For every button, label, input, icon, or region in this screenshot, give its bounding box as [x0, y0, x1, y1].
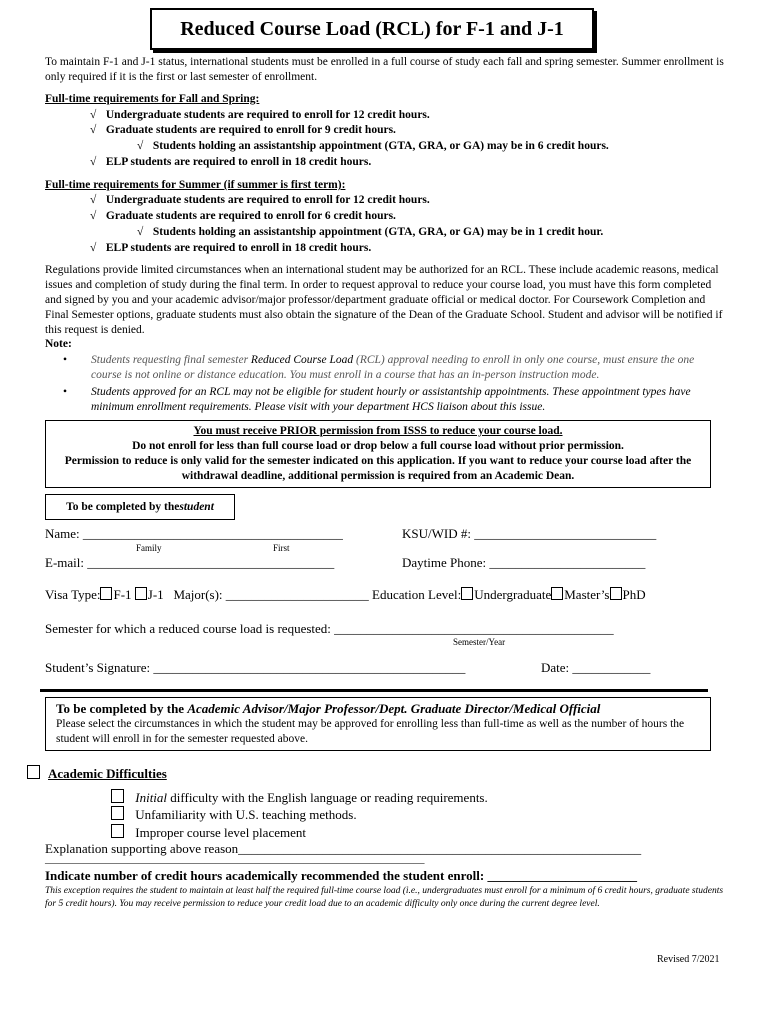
summer-heading: Full-time requirements for Summer (if summer is first term): [45, 179, 346, 191]
summer-item: √ ELP students are required to enroll in 18 credit hours. [90, 242, 372, 254]
academic-difficulties-heading: Academic Difficulties [48, 766, 167, 781]
fall-spring-item: √ Undergraduate students are required to enroll for 12 credit hours. [90, 109, 430, 121]
family-label: Family [136, 543, 162, 553]
advisor-instructions: Please select the circumstances in which the student may be approved for enrolling less than full-time as well as the number of hours the student will enroll in for the semester requested above. [56, 718, 685, 745]
check-icon: √ [137, 140, 144, 152]
summer-item: √ Graduate students are required to enroll for 6 credit hours. [90, 210, 396, 222]
fall-spring-item: √ Students holding an assistantship appointment (GTA, GRA, or GA) may be in 6 credit hours. [137, 140, 609, 152]
academic-difficulties-checkbox[interactable] [27, 765, 40, 779]
visa-j1-checkbox[interactable] [135, 587, 147, 600]
visa-row: Visa Type: F-1 J-1 Major(s): ______________________ Education Level: Undergraduate Master’s PhD [45, 587, 646, 602]
academic-option: Improper course level placement [111, 824, 306, 841]
first-label: First [273, 543, 290, 553]
date-field[interactable]: Date: ____________ [541, 660, 651, 675]
semester-year-label: Semester/Year [453, 637, 506, 647]
explanation-line[interactable]: _____________________________________________________________________ [45, 853, 425, 865]
email-field[interactable]: E-mail: ______________________________________ [45, 555, 335, 570]
student-section-heading: To be completed by the student [45, 494, 235, 520]
option-checkbox[interactable] [111, 789, 124, 803]
bullet-icon: • [63, 354, 68, 366]
advisor-section [45, 697, 711, 751]
note-item: Students requesting final semester Reduced Course Load (RCL) approval needing to enroll in only one course, must ensure the one course is not online or distance education. You must enroll in a course that has an in-person instruction mode. [91, 354, 695, 381]
bullet-icon: • [63, 386, 68, 398]
intro-paragraph: To maintain F-1 and J-1 status, international students must be enrolled in a full course of study each fall and spring semester. Summer enrollment is only required if it is the first or last semester of enrollment. [45, 56, 724, 83]
edu-phd-checkbox[interactable] [610, 587, 622, 600]
check-icon: √ [90, 210, 97, 222]
semester-field[interactable]: Semester for which a reduced course load is requested: ___________________________________________ [45, 621, 614, 636]
visa-f1-checkbox[interactable] [100, 587, 112, 600]
permission-line: You must receive PRIOR permission from ISSS to reduce your course load. [193, 425, 563, 437]
exception-text: This exception requires the student to maintain at least half the required full-time course load (i.e., undergraduates must enroll for a minimum of 6 credit hours, graduate students for 5 credit hours). You may receive permission to reduce your credit load due to an academic difficulty only once during the current degree level. [45, 886, 724, 909]
summer-item: √ Undergraduate students are required to enroll for 12 credit hours. [90, 194, 430, 206]
check-icon: √ [90, 156, 97, 168]
section-divider [40, 689, 708, 692]
option-checkbox[interactable] [111, 824, 124, 838]
edu-masters-checkbox[interactable] [551, 587, 563, 600]
advisor-heading: To be completed by the Academic Advisor/Major Professor/Dept. Graduate Director/Medical Official [56, 701, 601, 716]
name-field[interactable]: Name: ________________________________________ [45, 526, 343, 541]
check-icon: √ [90, 124, 97, 136]
permission-box [45, 420, 711, 488]
credit-hours-field[interactable]: Indicate number of credit hours academically recommended the student enroll: _______________________ [45, 868, 637, 883]
page-title [150, 8, 594, 50]
summer-item: √ Students holding an assistantship appointment (GTA, GRA, or GA) may be in 1 credit hour. [137, 226, 604, 238]
ksu-wid-field[interactable]: KSU/WID #: ____________________________ [402, 526, 657, 541]
majors-field[interactable]: Major(s): ______________________ [173, 587, 369, 602]
edu-undergraduate-checkbox[interactable] [461, 587, 473, 600]
academic-option: Initial difficulty with the English language or reading requirements. [111, 789, 488, 806]
academic-option: Unfamiliarity with U.S. teaching methods. [111, 806, 357, 823]
explanation-field[interactable]: Explanation supporting above reason______________________________________________________________ [45, 841, 642, 856]
fall-spring-item: √ Graduate students are required to enroll for 9 credit hours. [90, 124, 396, 136]
student-signature-field[interactable]: Student’s Signature: ________________________________________________ [45, 660, 466, 675]
title-text: Reduced Course Load (RCL) for F-1 and J-1 [180, 17, 564, 40]
academic-difficulties-row [27, 765, 167, 783]
permission-line: Permission to reduce is only valid for the semester indicated on this application. If you want to reduce your course load after the withdrawal deadline, additional permission is required from an Academic Dean. [64, 455, 692, 482]
note-item: Students approved for an RCL may not be eligible for student hourly or assistantship appointments. These appointment types have minimum enrollment requirements. Please visit with your department HCS liaison about this issue. [91, 386, 691, 413]
fall-spring-item: √ ELP students are required to enroll in 18 credit hours. [90, 156, 372, 168]
check-icon: √ [90, 109, 97, 121]
check-icon: √ [137, 226, 144, 238]
permission-line: Do not enroll for less than full course load or drop below a full course load without prior permission. [132, 440, 624, 452]
daytime-phone-field[interactable]: Daytime Phone: ________________________ [402, 555, 646, 570]
note-label: Note: [45, 338, 72, 350]
check-icon: √ [90, 242, 97, 254]
option-checkbox[interactable] [111, 806, 124, 820]
check-icon: √ [90, 194, 97, 206]
regulations-paragraph: Regulations provide limited circumstances when an international student may be authorized for an RCL. These include academic reasons, medical issues and completion of study during the final term. In order to request approval to reduce your course load, you must have this form completed and signed by you and your academic advisor/major professor/department graduate official or medical doctor. For Coursework Completion and Final Semester options, graduate students must also obtain the signature of the Dean of the Graduate School. Student and advisor will be notified if this request is denied. [45, 264, 723, 336]
fall-spring-heading: Full-time requirements for Fall and Spring: [45, 93, 260, 105]
revised-date: Revised 7/2021 [657, 954, 720, 965]
